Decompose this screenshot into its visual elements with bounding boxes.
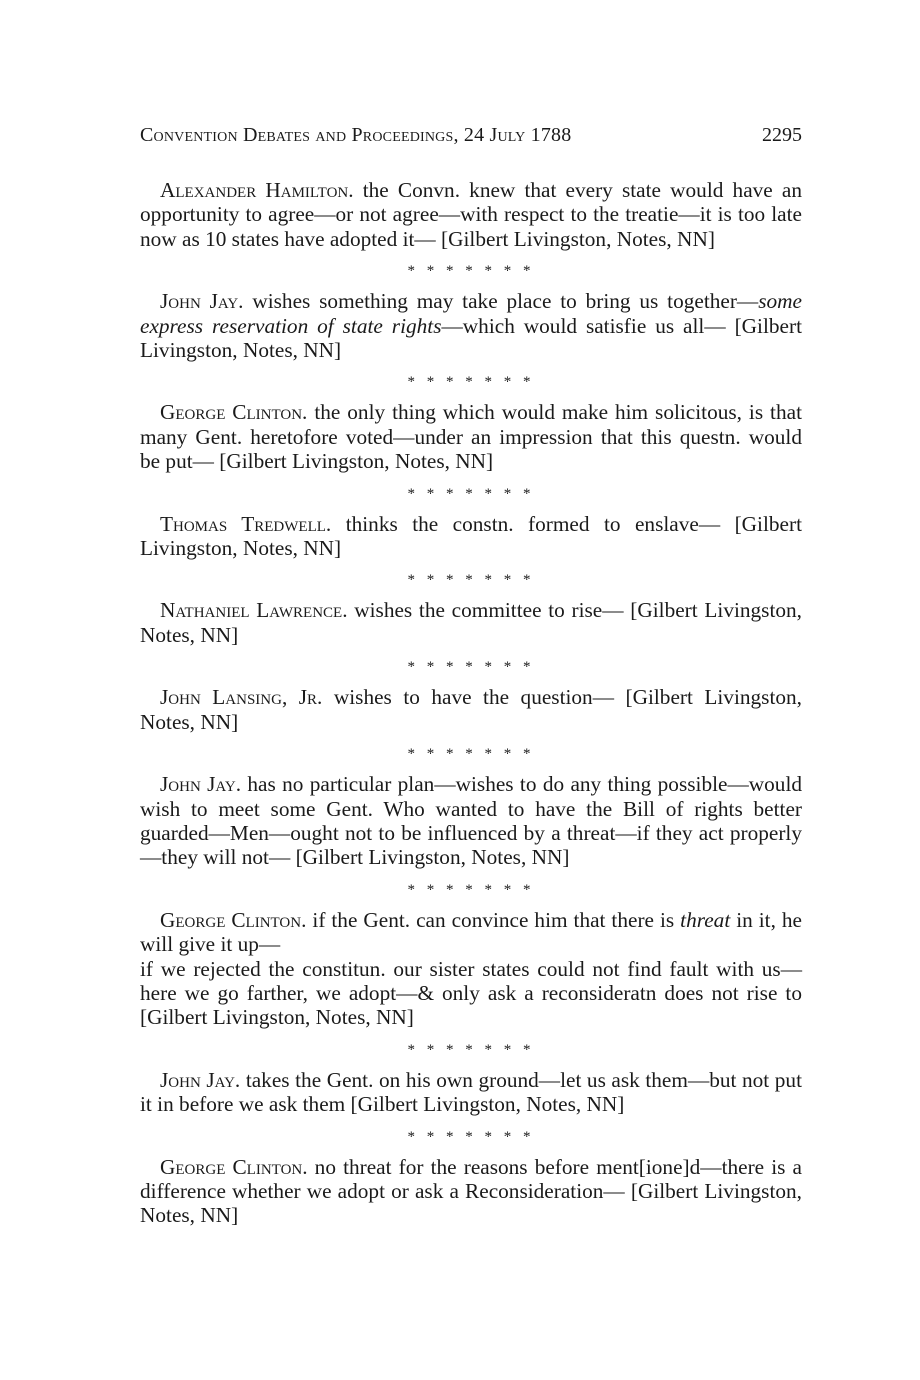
- speech-entry: [140, 908, 802, 1030]
- section-separator: * * * * * * *: [407, 746, 535, 763]
- speech-entry: [140, 1155, 802, 1228]
- speech-text-italic: threat: [680, 907, 731, 932]
- speech-text: thinks the constn. formed to enslave— [Gilbert Livingston, Notes, NN]: [140, 511, 802, 561]
- speech-text: in it, he will give it up—: [140, 907, 802, 957]
- section-separator: * * * * * * *: [407, 881, 535, 898]
- speaker-name: John Jay.: [160, 772, 242, 797]
- section-separator: * * * * * * *: [407, 659, 535, 676]
- section-separator: * * * * * * *: [407, 263, 535, 280]
- speech-entry: [140, 598, 802, 647]
- speech-text: —which would satisfie us all— [Gilbert Livingston, Notes, NN]: [140, 313, 802, 363]
- speaker-name: George Clinton.: [160, 907, 307, 932]
- speaker-name: John Jay.: [160, 1067, 241, 1092]
- speech-text: takes the Gent. on his own ground—let us ask them—but not put it in before we ask them [Gilbert Livingston, Notes, NN]: [140, 1067, 802, 1117]
- speech-text: the Convn. knew that every state would have an opportunity to agree—or not agree—with respect to the treatie—it is too late now as 10 states have adopted it— [Gilbert Livingston, Notes, NN]: [140, 178, 802, 251]
- speech-continuation: if we rejected the constitun. our sister states could not find fault with us—here we go farther, we adopt—& only ask a reconsideratn does not rise to [Gilbert Livingston, Notes, NN]: [140, 956, 802, 1030]
- speech-text: the only thing which would make him solicitous, is that many Gent. heretofore voted—under an impression that this questn. would be put— [Gilbert Livingston, Notes, NN]: [140, 400, 802, 474]
- running-head-title: Convention Debates and Proceedings, 24 July 1788: [140, 124, 572, 146]
- section-separator: * * * * * * *: [407, 374, 535, 391]
- speaker-name: John Lansing, Jr.: [160, 685, 323, 710]
- speech-text-italic: some express reservation of state rights: [140, 289, 803, 338]
- speaker-name: Thomas Tredwell.: [160, 511, 332, 536]
- section-separator: * * * * * * *: [407, 485, 535, 502]
- speech-text: no threat for the reasons before ment[ione]d—there is a difference whether we adopt or ask a Reconsideration— [Gilbert Livingston, Notes, NN]: [140, 1154, 802, 1228]
- speech-entry: [140, 1068, 802, 1117]
- speaker-name: Alexander Hamilton.: [160, 178, 354, 202]
- speaker-name: George Clinton.: [160, 400, 308, 425]
- section-separator: * * * * * * *: [407, 1041, 535, 1058]
- section-separator: * * * * * * *: [407, 572, 535, 589]
- speech-entry: [140, 178, 802, 251]
- speech-entry: [140, 772, 802, 870]
- speech-entry: [140, 685, 802, 734]
- speech-entry: [140, 512, 802, 561]
- speaker-name: John Jay.: [160, 289, 244, 314]
- speaker-name: George Clinton.: [160, 1154, 308, 1179]
- speaker-name: Nathaniel Lawrence.: [160, 598, 348, 623]
- speech-text: wishes to have the question— [Gilbert Livingston, Notes, NN]: [140, 685, 802, 734]
- speech-text: wishes the committee to rise— [Gilbert Livingston, Notes, NN]: [140, 598, 803, 647]
- section-separator: * * * * * * *: [407, 1128, 535, 1145]
- running-head: [140, 122, 802, 148]
- document-page: [140, 122, 802, 1228]
- speech-text: if the Gent. can convince him that there is: [312, 907, 681, 932]
- speech-text: wishes something may take place to bring us together—: [252, 289, 759, 314]
- speech-entry: [140, 400, 802, 473]
- page-number: 2295: [762, 124, 802, 146]
- speech-text: has no particular plan—wishes to do any thing possible—would wish to meet some Gent. Who wanted to have the Bill of rights better guarded—Men—ought not to be influenced by a threat—if they act properly—they will not— [Gilbert Livingston, Notes, NN]: [140, 772, 803, 870]
- speech-entry: [140, 289, 802, 362]
